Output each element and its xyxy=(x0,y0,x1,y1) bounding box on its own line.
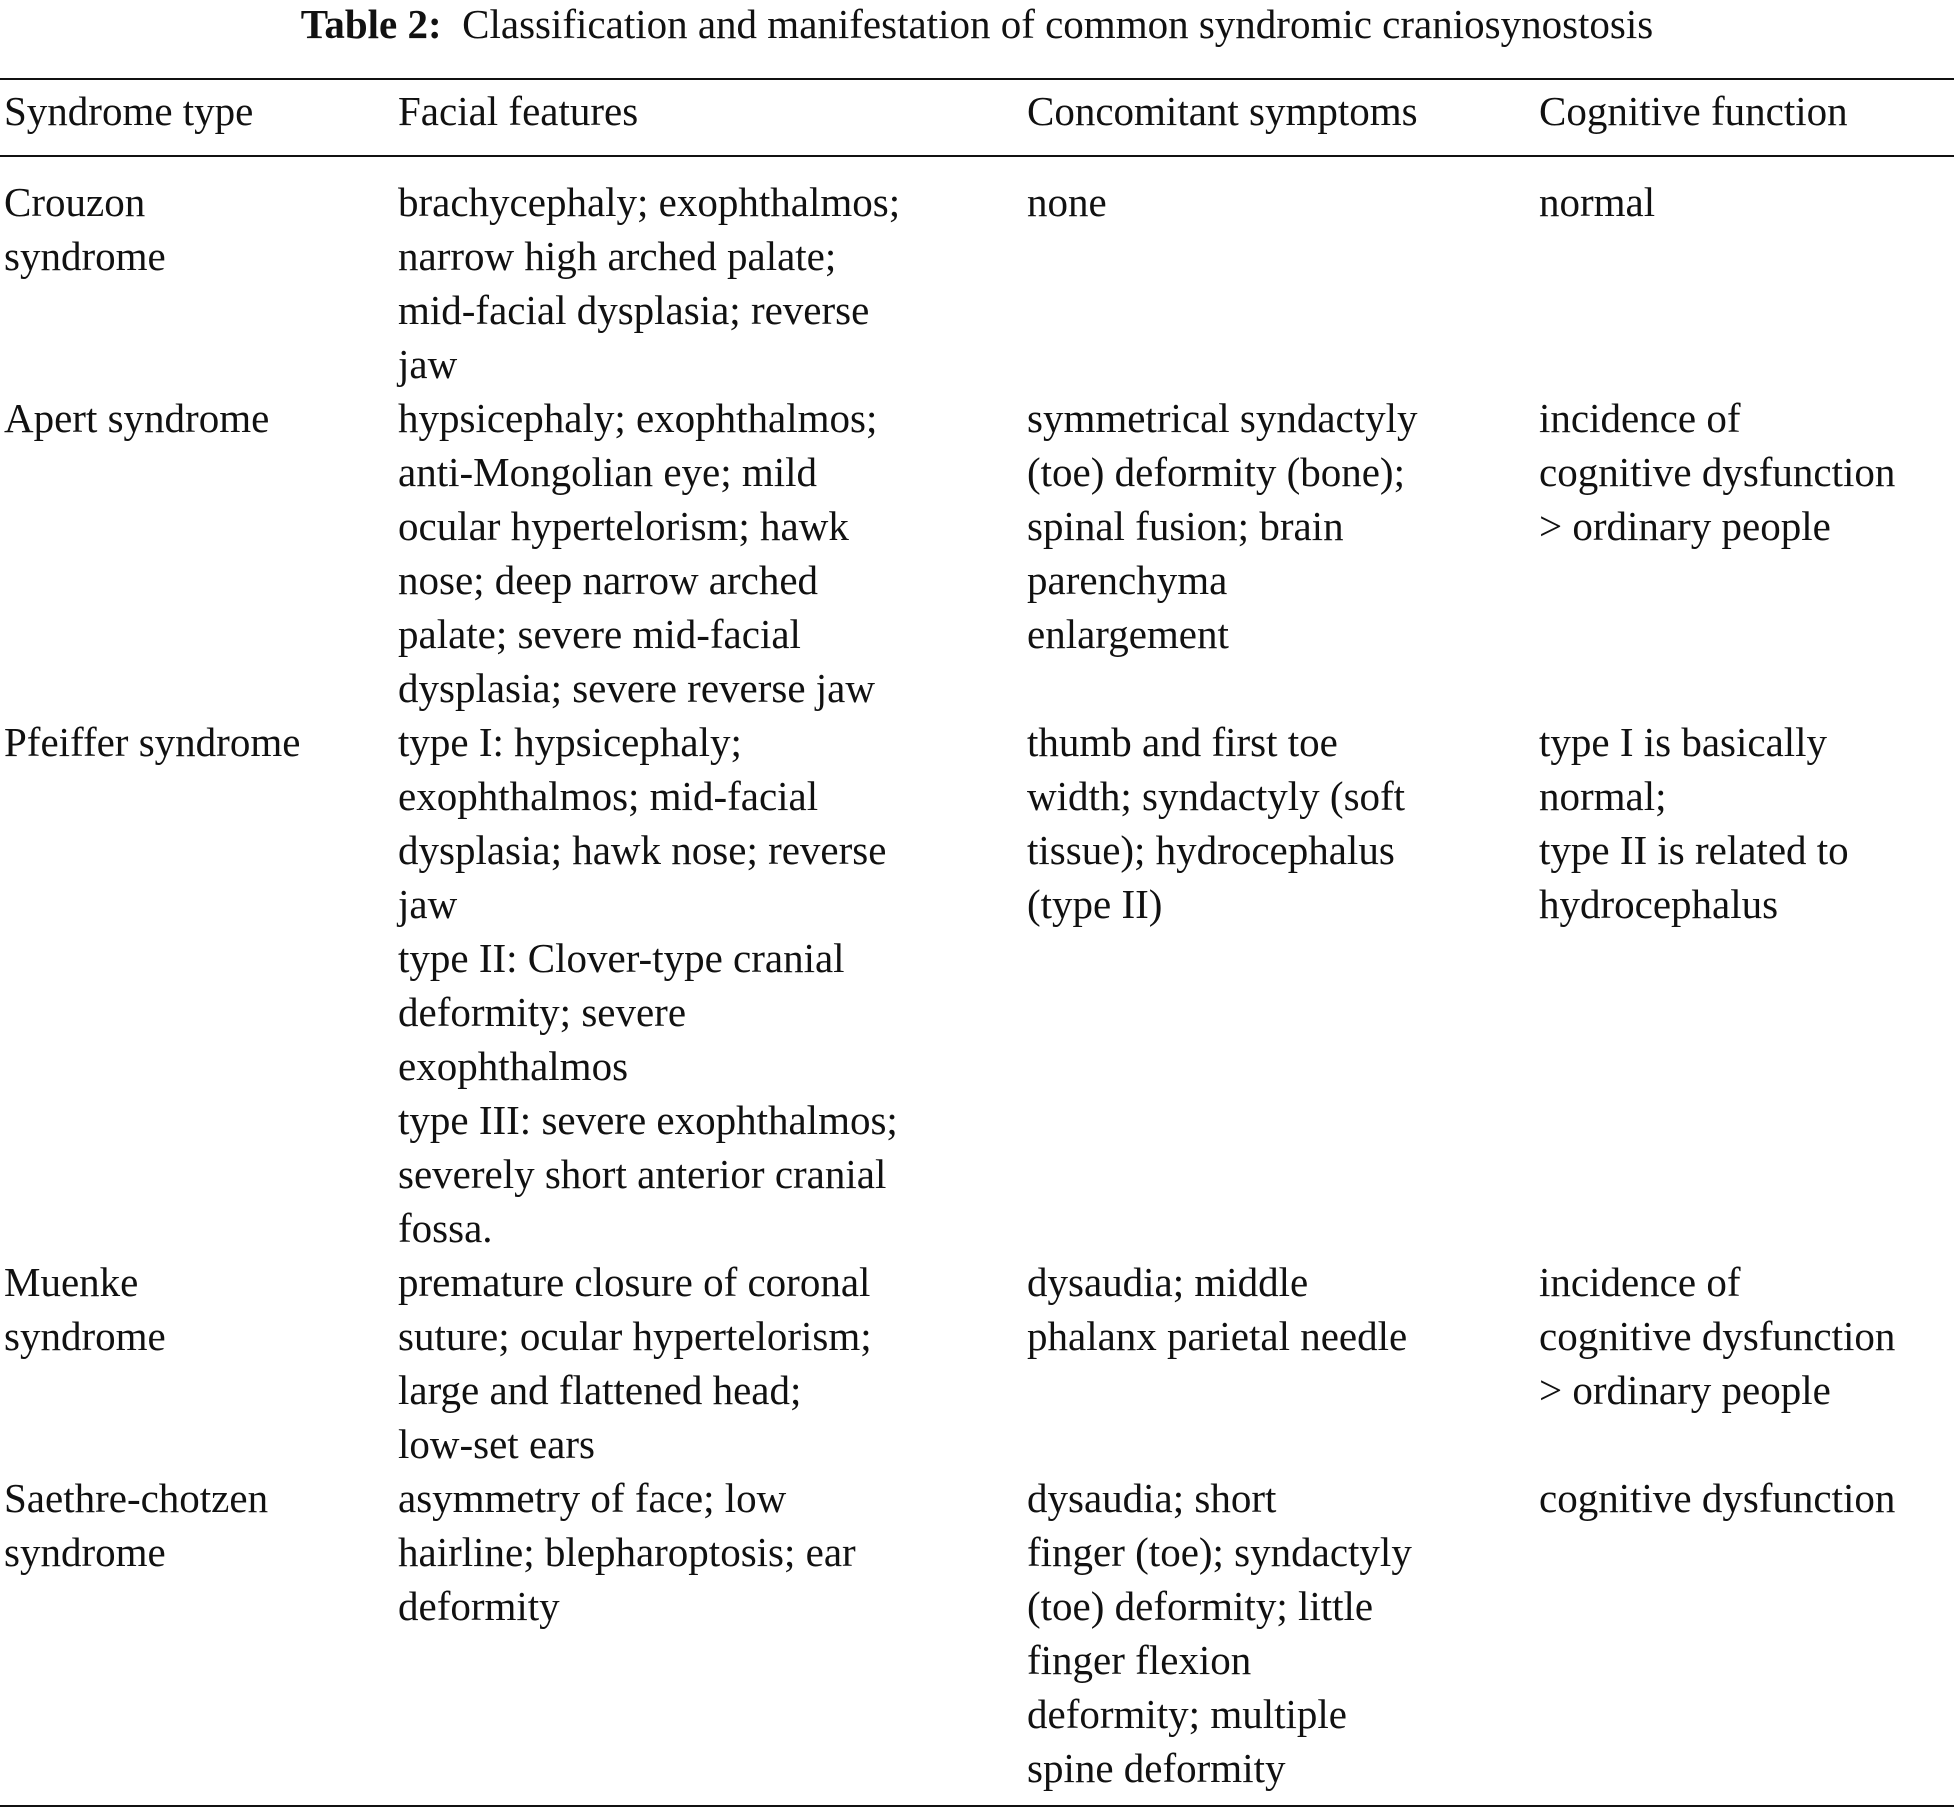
cell-line: dysaudia; short xyxy=(1027,1475,1277,1521)
cell-line: narrow high arched palate; xyxy=(398,233,837,279)
cell-line: dysplasia; hawk nose; reverse xyxy=(398,827,887,873)
cell-line: cognitive dysfunction xyxy=(1539,1475,1896,1521)
cell-line: large and flattened head; xyxy=(398,1367,802,1413)
cell-line: none xyxy=(1027,179,1107,225)
cell-concomitant-symptoms xyxy=(1027,175,1107,229)
caption-label: Table 2: xyxy=(300,1,442,47)
cell-line: spinal fusion; brain xyxy=(1027,503,1344,549)
column-header-syndrome-type: Syndrome type xyxy=(4,88,254,134)
cell-cognitive-function xyxy=(1539,1471,1895,1525)
cell-line: premature closure of coronal xyxy=(398,1259,871,1305)
cell-line: normal; xyxy=(1539,773,1667,819)
cell-line: ocular hypertelorism; hawk xyxy=(398,503,849,549)
cell-concomitant-symptoms xyxy=(1027,715,1405,931)
cell-line: palate; severe mid-facial xyxy=(398,611,801,657)
cell-line: nose; deep narrow arched xyxy=(398,557,819,603)
cell-line: > ordinary people xyxy=(1539,503,1831,549)
cell-syndrome-type xyxy=(4,1471,268,1579)
table-header-rule xyxy=(0,155,1954,157)
cell-cognitive-function xyxy=(1539,715,1849,931)
column-header-concomitant-symptoms: Concomitant symptoms xyxy=(1027,88,1418,134)
cell-line: incidence of xyxy=(1539,395,1741,441)
cell-line: tissue); hydrocephalus xyxy=(1027,827,1395,873)
cell-syndrome-type xyxy=(4,1255,166,1363)
cell-line: exophthalmos xyxy=(398,1043,629,1089)
cell-line: mid-facial dysplasia; reverse xyxy=(398,287,870,333)
cell-line: incidence of xyxy=(1539,1259,1741,1305)
cell-line: suture; ocular hypertelorism; xyxy=(398,1313,872,1359)
cell-facial-features xyxy=(398,715,898,1255)
cell-line: Apert syndrome xyxy=(4,395,270,441)
cell-line: deformity; multiple xyxy=(1027,1691,1347,1737)
cell-line: Saethre-chotzen xyxy=(4,1475,269,1521)
cell-line: deformity xyxy=(398,1583,560,1629)
cell-line: dysplasia; severe reverse jaw xyxy=(398,665,875,711)
cell-line: cognitive dysfunction xyxy=(1539,1313,1896,1359)
cell-line: type II is related to xyxy=(1539,827,1849,873)
cell-line: asymmetry of face; low xyxy=(398,1475,787,1521)
cell-cognitive-function xyxy=(1539,1255,1895,1417)
cell-line: Muenke xyxy=(4,1259,139,1305)
cell-line: severely short anterior cranial xyxy=(398,1151,887,1197)
cell-line: anti-Mongolian eye; mild xyxy=(398,449,818,495)
column-header-facial-features: Facial features xyxy=(398,88,639,134)
cell-line: thumb and first toe xyxy=(1027,719,1338,765)
cell-line: cognitive dysfunction xyxy=(1539,449,1896,495)
cell-line: jaw xyxy=(398,341,458,387)
cell-concomitant-symptoms xyxy=(1027,1255,1407,1363)
cell-line: phalanx parietal needle xyxy=(1027,1313,1408,1359)
cell-line: (toe) deformity; little xyxy=(1027,1583,1374,1629)
column-header-cognitive-function: Cognitive function xyxy=(1539,88,1848,134)
table-caption xyxy=(0,0,1954,52)
cell-line: type I is basically xyxy=(1539,719,1828,765)
cell-line: fossa. xyxy=(398,1205,493,1251)
cell-concomitant-symptoms xyxy=(1027,1471,1412,1795)
cell-line: jaw xyxy=(398,881,458,927)
cell-line: brachycephaly; exophthalmos; xyxy=(398,179,901,225)
cell-line: (toe) deformity (bone); xyxy=(1027,449,1405,495)
cell-facial-features xyxy=(398,391,877,715)
cell-line: normal xyxy=(1539,179,1656,225)
cell-line: > ordinary people xyxy=(1539,1367,1831,1413)
cell-line: type I: hypsicephaly; xyxy=(398,719,742,765)
cell-line: Crouzon xyxy=(4,179,146,225)
cell-cognitive-function xyxy=(1539,175,1655,229)
cell-line: finger flexion xyxy=(1027,1637,1252,1683)
cell-line: syndrome xyxy=(4,1313,166,1359)
cell-line: type II: Clover-type cranial xyxy=(398,935,845,981)
cell-line: symmetrical syndactyly xyxy=(1027,395,1418,441)
cell-line: Pfeiffer syndrome xyxy=(4,719,301,765)
cell-line: spine deformity xyxy=(1027,1745,1286,1791)
cell-facial-features xyxy=(398,1471,856,1633)
cell-line: exophthalmos; mid-facial xyxy=(398,773,819,819)
cell-line: syndrome xyxy=(4,1529,166,1575)
cell-cognitive-function xyxy=(1539,391,1895,553)
cell-line: finger (toe); syndactyly xyxy=(1027,1529,1412,1575)
cell-line: enlargement xyxy=(1027,611,1229,657)
cell-line: (type II) xyxy=(1027,881,1163,927)
cell-line: hairline; blepharoptosis; ear xyxy=(398,1529,856,1575)
cell-syndrome-type xyxy=(4,175,166,283)
cell-line: parenchyma xyxy=(1027,557,1228,603)
cell-line: hydrocephalus xyxy=(1539,881,1779,927)
cell-facial-features xyxy=(398,1255,872,1471)
caption-text: Classification and manifestation of common syndromic craniosynostosis xyxy=(462,1,1654,47)
cell-line: dysaudia; middle xyxy=(1027,1259,1309,1305)
cell-facial-features xyxy=(398,175,900,391)
cell-line: hypsicephaly; exophthalmos; xyxy=(398,395,878,441)
table-top-rule xyxy=(0,78,1954,80)
cell-line: syndrome xyxy=(4,233,166,279)
cell-line: width; syndactyly (soft xyxy=(1027,773,1406,819)
cell-line: type III: severe exophthalmos; xyxy=(398,1097,898,1143)
cell-syndrome-type xyxy=(4,715,300,769)
cell-line: deformity; severe xyxy=(398,989,687,1035)
cell-concomitant-symptoms xyxy=(1027,391,1418,661)
table-bottom-rule xyxy=(0,1805,1954,1807)
cell-syndrome-type xyxy=(4,391,269,445)
cell-line: low-set ears xyxy=(398,1421,595,1467)
